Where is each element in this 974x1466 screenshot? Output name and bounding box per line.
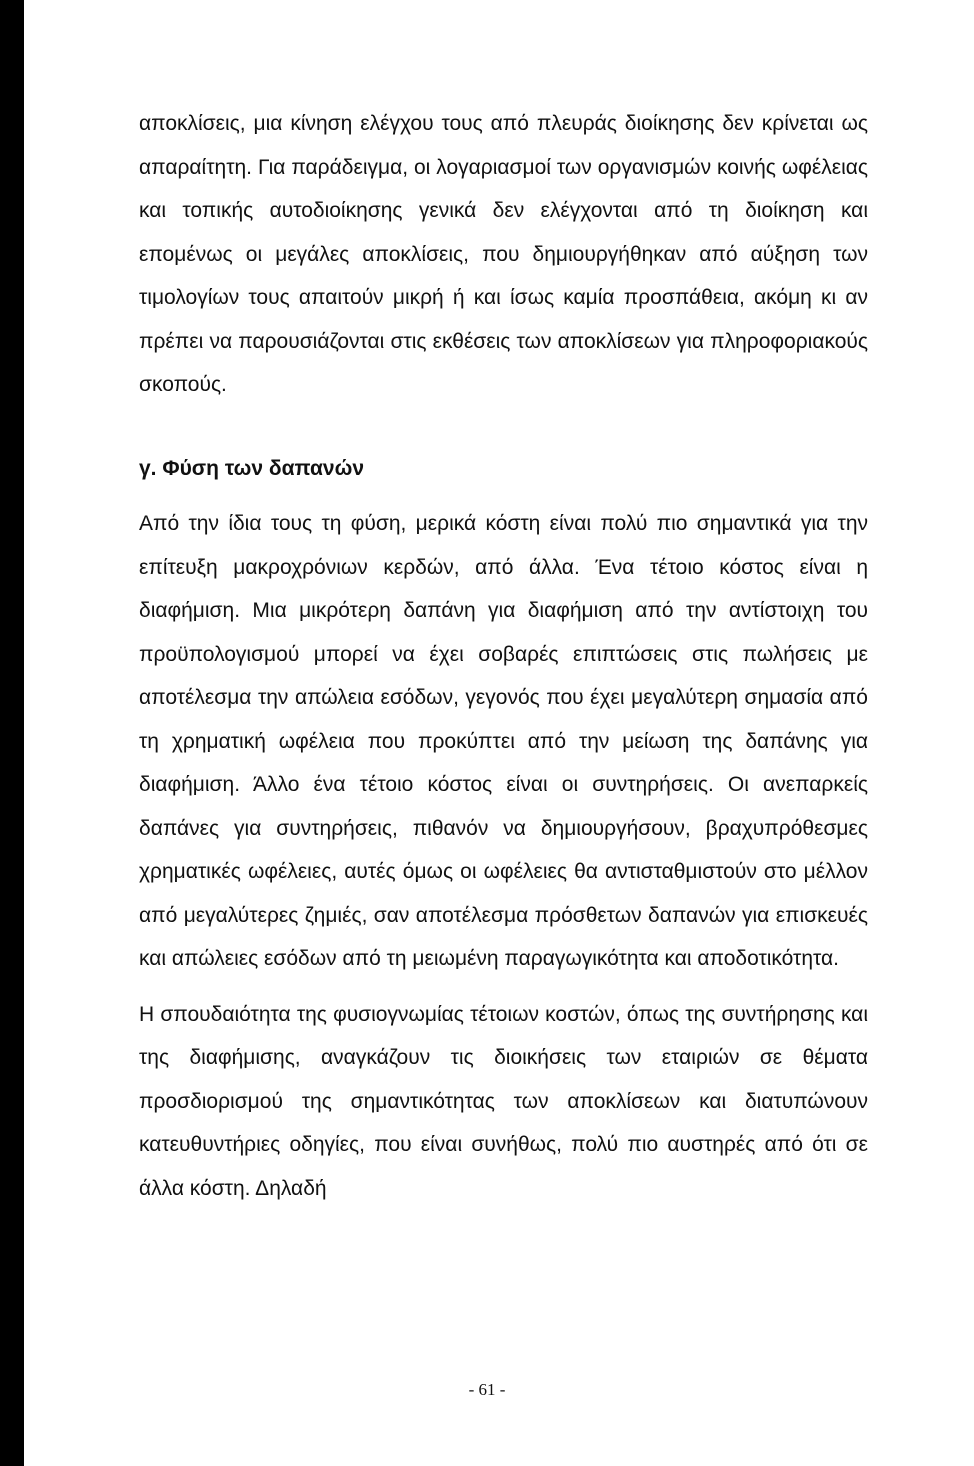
scan-edge — [0, 0, 24, 1466]
page-number: - 61 - — [468, 1380, 506, 1399]
section-heading: γ. Φύση των δαπανών — [139, 456, 365, 480]
paragraph-2: Από την ίδια τους τη φύση, μερικά κόστη είναι πολύ πιο σημαντικά για την επίτευξη μακροχρόνιων κερδών, από άλλα. Ένα τέτοιο κόστος είναι η διαφήμιση. Μια μικρότερη δαπάνη για διαφήμιση από την αντίστοιχη του προϋπολογισμού μπορεί να έχει σοβαρές επιπτώσεις στις πωλήσεις με αποτέλεσμα την απώλεια εσόδων, γεγονός που έχει μεγαλύτερη σημασία από τη χρηματική ωφέλεια που προκύπτει από την μείωση της δαπάνης για διαφήμιση. Άλλο ένα τέτοιο κόστος είναι οι συντηρήσεις. Οι ανεπαρκείς δαπάνες για συντηρήσεις, πιθανόν να δημιουργήσουν, βραχυπρόθεσμες χρηματικές ωφέλειες, αυτές όμως οι ωφέλειες θα αντισταθμιστούν στο μέλλον από μεγαλύτερες ζημιές, σαν αποτέλεσμα πρόσθετων δαπανών για επισκευές και απώλειες εσόδων από τη μειωμένη παραγωγικότητα και αποδοτικότητα. — [139, 512, 868, 970]
document-page — [139, 102, 868, 1210]
paragraph-1: αποκλίσεις, μια κίνηση ελέγχου τους από πλευράς διοίκησης δεν κρίνεται ως απαραίτητη. Για παράδειγμα, οι λογαριασμοί των οργανισμών κοινής ωφέλειας και τοπικής αυτοδιοίκησης γενικά δεν ελέγχονται από τη διοίκηση και επομένως οι μεγάλες αποκλίσεις, που δημιουργήθηκαν από αύξηση των τιμολογίων τους απαιτούν μικρή ή και ίσως καμία προσπάθεια, ακόμη κι αν πρέπει να παρουσιάζονται στις εκθέσεις των αποκλίσεων για πληροφοριακούς σκοπούς. — [139, 112, 868, 396]
paragraph-3: Η σπουδαιότητα της φυσιογνωμίας τέτοιων κοστών, όπως της συντήρησης και της διαφήμισης, αναγκάζουν τις διοικήσεις των εταιριών σε θέματα προσδιορισμού της σημαντικότητας των αποκλίσεων και διατυπώνουν κατευθυντήριες οδηγίες, που είναι συνήθως, πολύ πιο αυστηρές από ότι σε άλλα κόστη. Δηλαδή — [139, 1002, 868, 1200]
